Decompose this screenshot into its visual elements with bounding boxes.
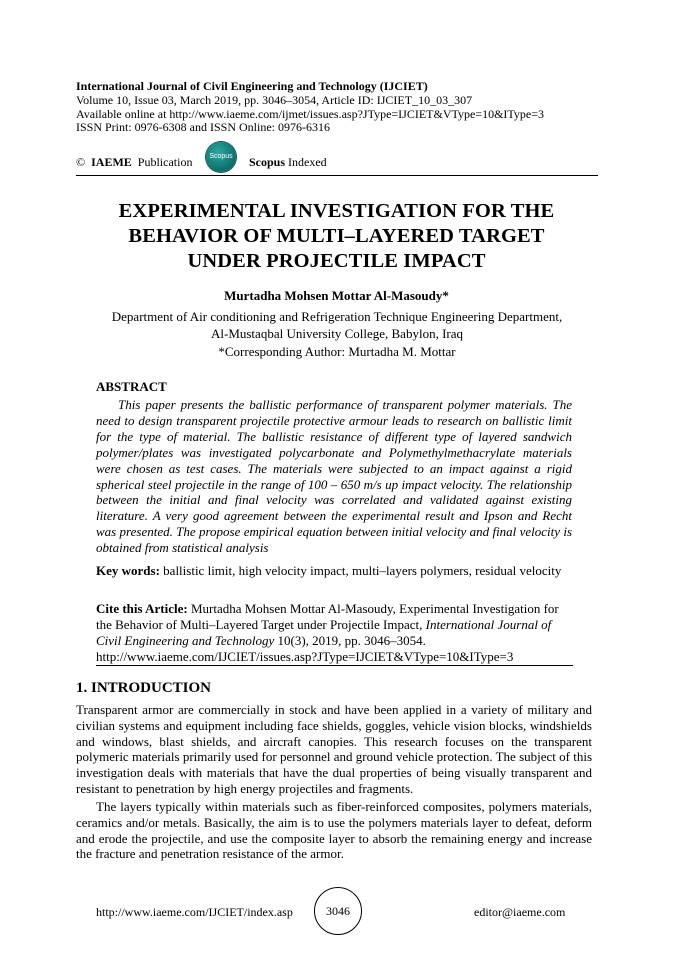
introduction-heading: 1. INTRODUCTION [76,680,212,696]
header-divider [76,175,598,176]
cite-this-article [96,601,572,665]
footer-url: http://www.iaeme.com/IJCIET/index.asp [96,905,293,919]
keywords-text: ballistic limit, high velocity impact, multi–layers polymers, residual velocity [163,563,562,578]
introduction-paragraph-2: The layers typically within materials such as fiber-reinforced composites, polymers materials, ceramics and/or metals. Basically, the aim is to use the polymers materials layer to defeat, deform and erode the projectile, and use the composite layer to absorb the remaining energy and increase the fracture and penetration resistance of the armor. [76,799,592,862]
journal-header [76,80,596,135]
keywords [96,563,572,579]
cite-journal: International Journal of Civil Engineering and Technology [96,617,552,648]
volume-line: Volume 10, Issue 03, March 2019, pp. 3046–3054, Article ID: IJCIET_10_03_307 [76,92,473,107]
scopus-logo-icon: Scopus [206,142,236,172]
cite-tail: 10(3), 2019, pp. 3046–3054. [277,633,426,648]
issn-line: ISSN Print: 0976-6308 and ISSN Online: 0976-6316 [76,120,331,135]
publisher-row [76,152,596,174]
corresponding-author: *Corresponding Author: Murtadha M. Mottar [218,344,456,359]
title-line: EXPERIMENTAL INVESTIGATION FOR THE [118,200,555,222]
abstract-heading: ABSTRACT [96,379,167,394]
affiliation-line: Department of Air conditioning and Refrigeration Technique Engineering Department, [111,309,563,324]
indexed-rest: Indexed [288,155,327,169]
cite-url: http://www.iaeme.com/IJCIET/issues.asp?JType=IJCIET&VType=10&IType=3 [96,649,514,664]
footer-email: editor@iaeme.com [474,905,566,919]
affiliation [76,308,598,342]
publisher-rest: Publication [137,155,193,169]
title-line: UNDER PROJECTILE IMPACT [187,250,486,272]
copyright-symbol: © [76,155,86,169]
affiliation-line: Al-Mustaqbal University College, Babylon, Iraq [210,326,463,341]
publisher-credit [76,155,192,170]
page-number: 3046 [314,887,362,935]
indexed-label [249,155,327,170]
abstract-divider [96,665,573,666]
introduction-paragraph-1: Transparent armor are commercially in stock and have been applied in a variety of military and civilian systems and equipment including face shields, goggles, vehicle vision blocks, windshields and windows, blast shields, and aircraft canopies. This research focuses on the transparent polymeric materials primarily used for personnel and ground vehicle protection. The subject of this investigation deals with materials that have the dual properties of being visually transparent and resistant to penetration by high energy projectiles and fragments. [76,702,593,796]
author-name: Murtadha Mohsen Mottar Al-Masoudy* [224,288,449,303]
cite-text: Murtadha Mohsen Mottar Al-Masoudy, Experimental Investigation for the Behavior of Multi–Layered Target under Projectile Impact, [96,601,559,632]
available-line: Available online at http://www.iaeme.com/ijmet/issues.asp?JType=IJCIET&VType=10&IType=3 [76,106,545,121]
journal-name: International Journal of Civil Engineering and Technology (IJCIET) [76,79,428,93]
indexed-bold: Scopus [249,155,286,169]
cite-label: Cite this Article: [96,601,188,616]
paper-title [60,199,613,274]
title-line: BEHAVIOR OF MULTI–LAYERED TARGET [128,225,545,247]
publisher-name: IAEME [91,155,132,169]
abstract-body: This paper presents the ballistic performance of transparent polymer materials. The need to design transparent projectile protective armour leads to research on ballistic limit for the type of material. The ballistic resistance of different type of layered sandwich polymer/plates was investigated polycarbonate and Polymethylmethacrylate materials were chosen as test cases. The materials were subjected to an impact against a rigid spherical steel projectile in the range of 100 – 650 m/s up impact velocity. The relationship between the initial and final velocity was correlated and validated against existing literature. A very good agreement between the experimental result and Ipson and Recht was presented. The propose empirical equation between initial velocity and final velocity is obtained from statistical analysis [96,397,572,556]
keywords-label: Key words: [96,563,160,578]
